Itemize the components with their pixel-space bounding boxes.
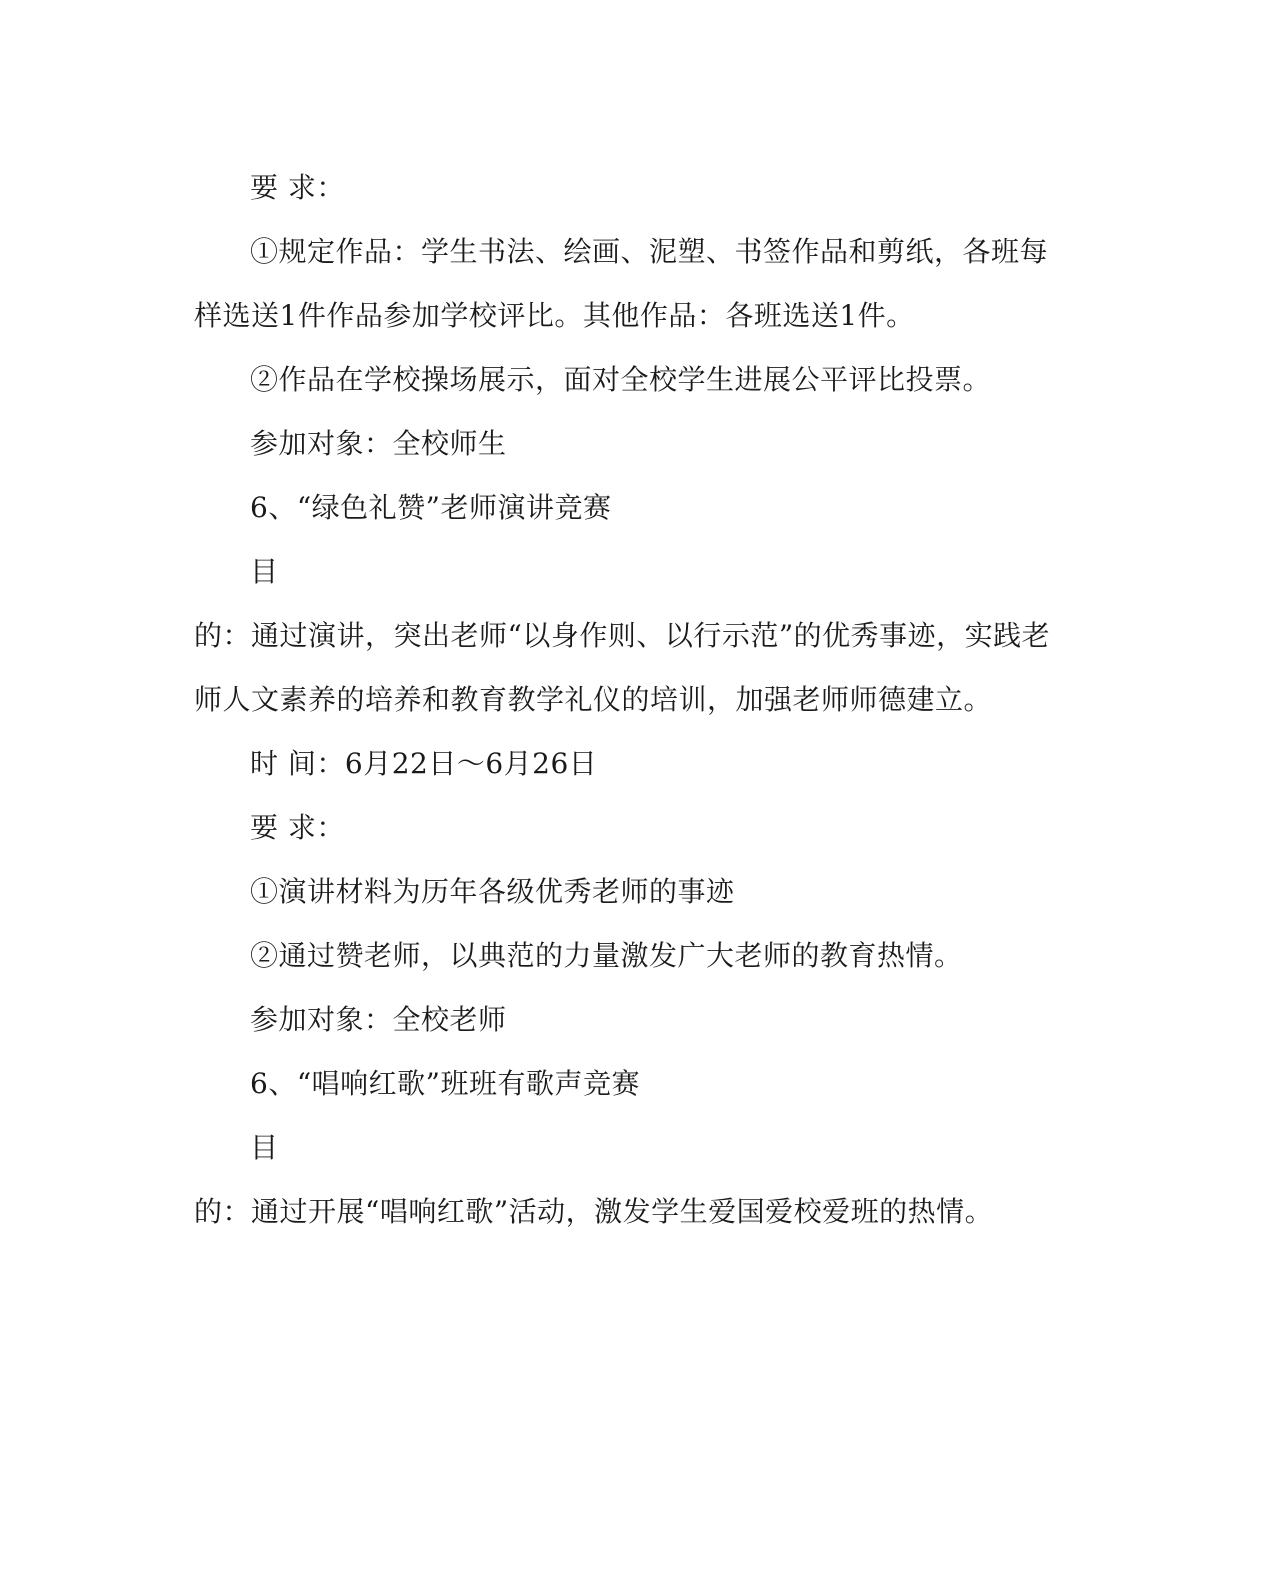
requirement-speech-2: ②通过赞老师，以典范的力量激发广大老师的教育热情。 (250, 939, 963, 972)
purpose-1-line-2: 师人文素养的培养和教育教学礼仪的培训，加强老师师德建立。 (194, 683, 993, 716)
requirement-speech-1: ①演讲材料为历年各级优秀老师的事迹 (250, 875, 735, 908)
requirements-heading-2: 要 求： (250, 811, 345, 844)
requirement-2: ②作品在学校操场展示，面对全校学生进展公平评比投票。 (250, 363, 992, 396)
section-heading-red-songs: 6、“唱响红歌”班班有歌声竞赛 (250, 1067, 640, 1100)
time-line: 时 间：6月22日～6月26日 (250, 747, 598, 780)
purpose-label-2: 目 (250, 1131, 279, 1164)
section-heading-green-praise: 6、“绿色礼赞”老师演讲竞赛 (250, 491, 612, 524)
purpose-label-1: 目 (250, 555, 279, 588)
requirement-1-line-1: ①规定作品：学生书法、绘画、泥塑、书签作品和剪纸，各班每 (250, 235, 1049, 268)
participants-2: 参加对象：全校老师 (250, 1003, 507, 1036)
purpose-1-line-1: 的：通过演讲，突出老师“以身作则、以行示范”的优秀事迹，实践老 (194, 619, 1051, 652)
participants-1: 参加对象：全校师生 (250, 427, 507, 460)
purpose-2-line-1: 的：通过开展“唱响红歌”活动，激发学生爱国爱校爱班的热情。 (194, 1195, 994, 1228)
requirement-1-line-2: 样选送1件作品参加学校评比。其他作品：各班选送1件。 (194, 299, 915, 332)
requirements-heading-1: 要 求： (250, 171, 345, 204)
